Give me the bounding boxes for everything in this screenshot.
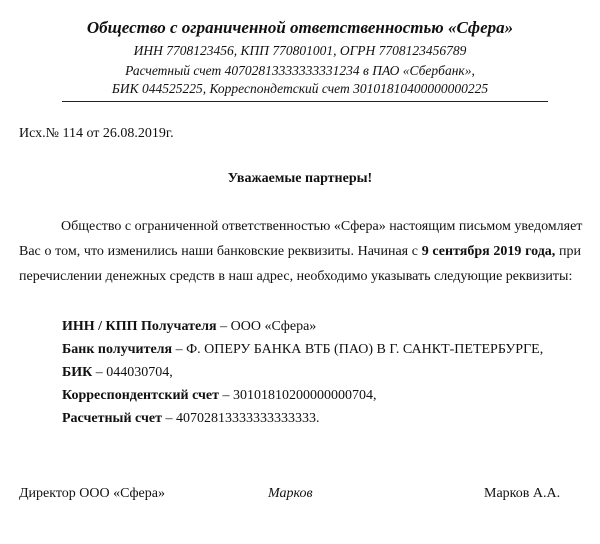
bank-details xyxy=(62,315,543,430)
signatory-name: Марков А.А. xyxy=(484,486,561,501)
company-name: Общество с ограниченной ответственностью «Сфера» xyxy=(86,18,514,37)
header-divider xyxy=(62,101,548,102)
company-bik-line: БИК 044525225, Корреспондетский счет 30101810400000000225 xyxy=(111,81,489,96)
company-registration-line: ИНН 7708123456, КПП 770801001, ОГРН 7708123456789 xyxy=(133,43,467,58)
bank-detail-row xyxy=(62,315,543,338)
signature: Марков xyxy=(268,486,313,501)
body-line-2-end: при xyxy=(555,244,581,259)
bank-detail-label: Расчетный счет xyxy=(62,411,162,426)
bank-detail-row xyxy=(62,338,543,361)
body-line-1: Общество с ограниченной ответственностью «Сфера» настоящим письмом уведомляет xyxy=(61,219,583,234)
effective-date: 9 сентября 2019 года, xyxy=(421,244,556,259)
signatory-position: Директор ООО «Сфера» xyxy=(19,486,165,501)
bank-detail-value: – Ф. ОПЕРУ БАНКА ВТБ (ПАО) В Г. САНКТ-ПЕТЕРБУРГЕ, xyxy=(172,342,544,357)
bank-detail-label: Корреспондентский счет xyxy=(62,388,220,403)
bank-detail-label: Банк получителя xyxy=(62,342,173,357)
company-account-line: Расчетный счет 40702813333333331234 в ПАО «Сбербанк», xyxy=(125,63,475,78)
body-line-2 xyxy=(19,239,581,264)
bank-detail-label: БИК xyxy=(62,365,93,380)
salutation: Уважаемые партнеры! xyxy=(227,171,373,186)
bank-detail-row xyxy=(62,384,543,407)
body-line-3: перечислении денежных средств в наш адрес, необходимо указывать следующие реквизиты: xyxy=(19,269,573,284)
bank-detail-row xyxy=(62,361,543,384)
body-line-2-start: Вас о том, что изменились наши банковские реквизиты. Начиная с xyxy=(19,244,422,259)
bank-detail-value: – 40702813333333333333. xyxy=(161,411,320,426)
letter-body xyxy=(19,214,581,289)
bank-detail-label: ИНН / КПП Получателя xyxy=(62,319,217,334)
bank-detail-row xyxy=(62,407,543,430)
outgoing-reference: Исх.№ 114 от 26.08.2019г. xyxy=(19,126,174,141)
bank-detail-value: – ООО «Сфера» xyxy=(216,319,317,334)
bank-detail-value: – 044030704, xyxy=(92,365,173,380)
bank-detail-value: – 30101810200000000704, xyxy=(219,388,377,403)
